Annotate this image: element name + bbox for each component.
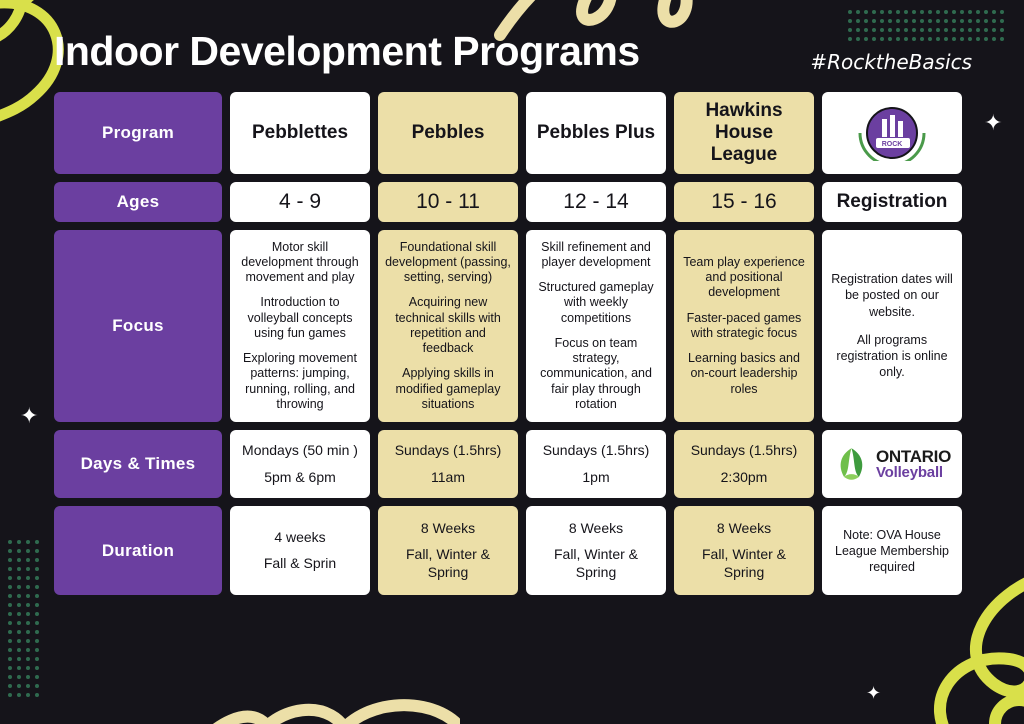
ages-value: 10 - 11 [416,189,480,213]
decorative-dot-grid-bottom-left [8,540,48,710]
focus-point: Foundational skill development (passing, setting, serving) [385,239,511,285]
ova-line2: Volleyball [875,464,943,482]
duration-season: Fall, Winter & Spring [405,546,490,580]
duration-season: Fall, Winter & Spring [701,546,786,580]
row-label-focus: Focus [54,230,222,423]
program-header-pebbles [378,92,518,174]
focus-point: Team play experience and positional development [683,254,805,300]
program-header-hawkins-house-league [674,92,814,174]
membership-note: Note: OVA House League Membership required [835,527,949,574]
duration-line: 8 Weeks [568,519,624,536]
focus-point: Introduction to volleyball concepts using fun games [247,295,353,340]
rock-volleyball-logo-cell [822,92,962,174]
duration-hawkins-house-league [674,506,814,595]
program-header-pebblettes [230,92,370,174]
duration-line: 8 Weeks [420,519,476,536]
decorative-swirl-bottom-center [160,674,460,724]
duration-season: Fall, Winter & Spring [553,546,638,580]
program-name: Pebbles [411,121,485,143]
focus-point: Applying skills in modified gameplay situations [395,366,501,411]
times-line: 5pm & 6pm [264,468,336,485]
program-header-pebbles-plus [526,92,666,174]
ages-pebbles-plus [526,182,666,222]
sparkle-icon: ✦ [866,683,882,703]
days-line: Sundays (1.5hrs) [394,442,502,459]
days-line: Sundays (1.5hrs) [542,442,650,459]
focus-point: Acquiring new technical skills with repetition and feedback [395,295,501,356]
duration-season: Fall & Sprin [263,555,337,572]
days-pebbles-plus [526,430,666,498]
page-title: Indoor Development Programs [54,28,640,74]
days-pebblettes [230,430,370,498]
times-line: 1pm [582,468,610,485]
ages-value: 12 - 14 [563,189,629,213]
duration-line: 4 weeks [274,528,326,545]
focus-point: Focus on team strategy, communication, and fair play through rotation [540,335,652,411]
row-label-duration: Duration [54,506,222,595]
registration-info [822,230,962,423]
decorative-dot-grid-top-right [848,10,1008,46]
registration-title-cell [822,182,962,222]
membership-note-cell [822,506,962,595]
ages-value: 15 - 16 [711,189,777,213]
row-label-days-times: Days & Times [54,430,222,498]
duration-pebbles-plus [526,506,666,595]
times-line: 11am [431,468,465,485]
program-name: Pebbles Plus [536,121,656,143]
svg-text:ROCK: ROCK [881,140,903,148]
ova-line1: ONTARIO [875,447,951,467]
focus-point: Motor skill development through movement and play [241,239,359,285]
focus-pebbles [378,230,518,423]
focus-point: Skill refinement and player development [541,239,651,269]
days-hawkins-house-league [674,430,814,498]
days-line: Sundays (1.5hrs) [690,442,798,459]
focus-pebbles-plus [526,230,666,423]
sparkle-icon: ✦ [984,110,1003,135]
program-name: Hawkins House League [705,100,783,165]
focus-point: Exploring movement patterns: jumping, running, rolling, and throwing [243,351,357,411]
focus-pebblettes [230,230,370,423]
registration-line: Registration dates will be posted on our website. [831,272,953,319]
times-line: 2:30pm [720,468,768,485]
duration-pebblettes [230,506,370,595]
ages-hawkins-house-league [674,182,814,222]
focus-point: Structured gameplay with weekly competitions [538,280,654,325]
ages-value: 4 - 9 [278,189,322,213]
duration-line: 8 Weeks [716,519,772,536]
duration-pebbles [378,506,518,595]
ages-pebblettes [230,182,370,222]
ages-pebbles [378,182,518,222]
focus-point: Faster-paced games with strategic focus [686,310,802,340]
ontario-volleyball-logo-cell [822,430,962,498]
days-line: Mondays (50 min ) [242,442,358,459]
programs-table [54,92,970,595]
ontario-volleyball-logo [833,438,951,490]
registration-line: All programs registration is online only. [836,332,948,380]
row-label-program: Program [54,92,222,174]
row-label-ages: Ages [54,182,222,222]
program-name: Pebblettes [251,121,349,143]
focus-hawkins-house-league [674,230,814,423]
sparkle-icon: ✦ [20,403,39,428]
focus-point: Learning basics and on-court leadership roles [688,351,800,396]
rock-volleyball-logo [846,105,938,161]
registration-title: Registration [836,190,948,212]
days-pebbles [378,430,518,498]
hashtag: #RocktheBasics [810,50,972,74]
